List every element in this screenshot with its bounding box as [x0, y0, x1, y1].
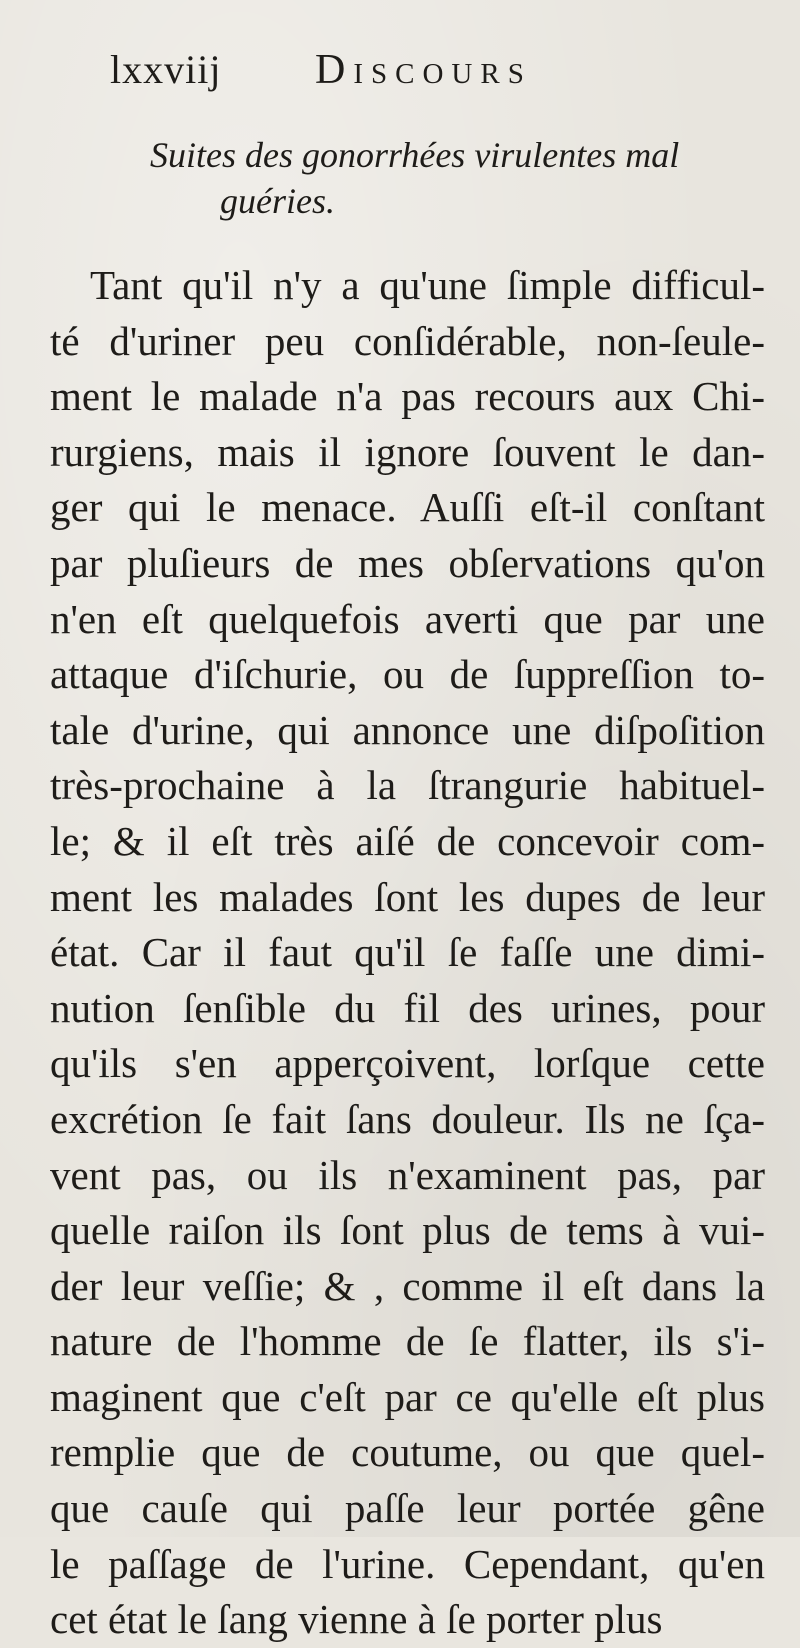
- body-paragraph: [50, 258, 765, 1648]
- text-line: cet état le ſang vienne à ſe porter plus: [50, 1596, 663, 1643]
- text-line: excrétion ſe fait ſans douleur. Ils ne ſça-: [50, 1095, 765, 1142]
- text-line: très-prochaine à la ſtrangurie habituel-: [50, 762, 765, 809]
- text-line: nature de l'homme de ſe flatter, ils s'i-: [50, 1318, 765, 1365]
- text-line: té d'uriner peu conſidérable, non-ſeule-: [50, 317, 765, 364]
- text-line: vent pas, ou ils n'examinent pas, par: [50, 1151, 765, 1198]
- text-line: tale d'urine, qui annonce une diſpoſition: [50, 706, 765, 753]
- text-line: ger qui le menace. Auſſi eſt-il conſtant: [50, 484, 765, 531]
- section-heading-line-2: guéries.: [220, 181, 335, 221]
- text-line: que cauſe qui paſſe leur portée gêne: [50, 1485, 765, 1532]
- text-line: remplie que de coutume, ou que quel-: [50, 1429, 765, 1476]
- text-line: ment le malade n'a pas recours aux Chi-: [50, 373, 765, 420]
- text-line: attaque d'iſchurie, ou de ſuppreſſion to-: [50, 651, 765, 698]
- text-line: der leur veſſie; & , comme il eſt dans la: [50, 1262, 765, 1309]
- text-line: quelle raiſon ils ſont plus de tems à vui-: [50, 1207, 765, 1254]
- text-line: nution ſenſible du fil des urines, pour: [50, 984, 765, 1031]
- text-line: n'en eſt quelquefois averti que par une: [50, 595, 765, 642]
- text-line: rurgiens, mais il ignore ſouvent le dan-: [50, 428, 765, 475]
- running-title: Discours: [315, 47, 532, 93]
- text-line: maginent que c'eſt par ce qu'elle eſt plus: [50, 1373, 765, 1420]
- text-line: qu'ils s'en apperçoivent, lorſque cette: [50, 1040, 765, 1087]
- page-header: [110, 40, 710, 100]
- page-number: lxxviij: [110, 47, 222, 92]
- text-line: état. Car il faut qu'il ſe faſſe une dimi-: [50, 929, 765, 976]
- text-line: par pluſieurs de mes obſervations qu'on: [50, 539, 765, 586]
- text-line: le paſſage de l'urine. Cependant, qu'en: [50, 1540, 765, 1587]
- section-heading-line-1: Suites des gonorrhées virulentes mal: [150, 135, 680, 175]
- text-line: Tant qu'il n'y a qu'une ſimple difficul-: [90, 262, 765, 308]
- section-heading: [150, 132, 710, 224]
- text-line: ment les malades ſont les dupes de leur: [50, 873, 765, 920]
- text-line: le; & il eſt très aiſé de concevoir com-: [50, 817, 765, 864]
